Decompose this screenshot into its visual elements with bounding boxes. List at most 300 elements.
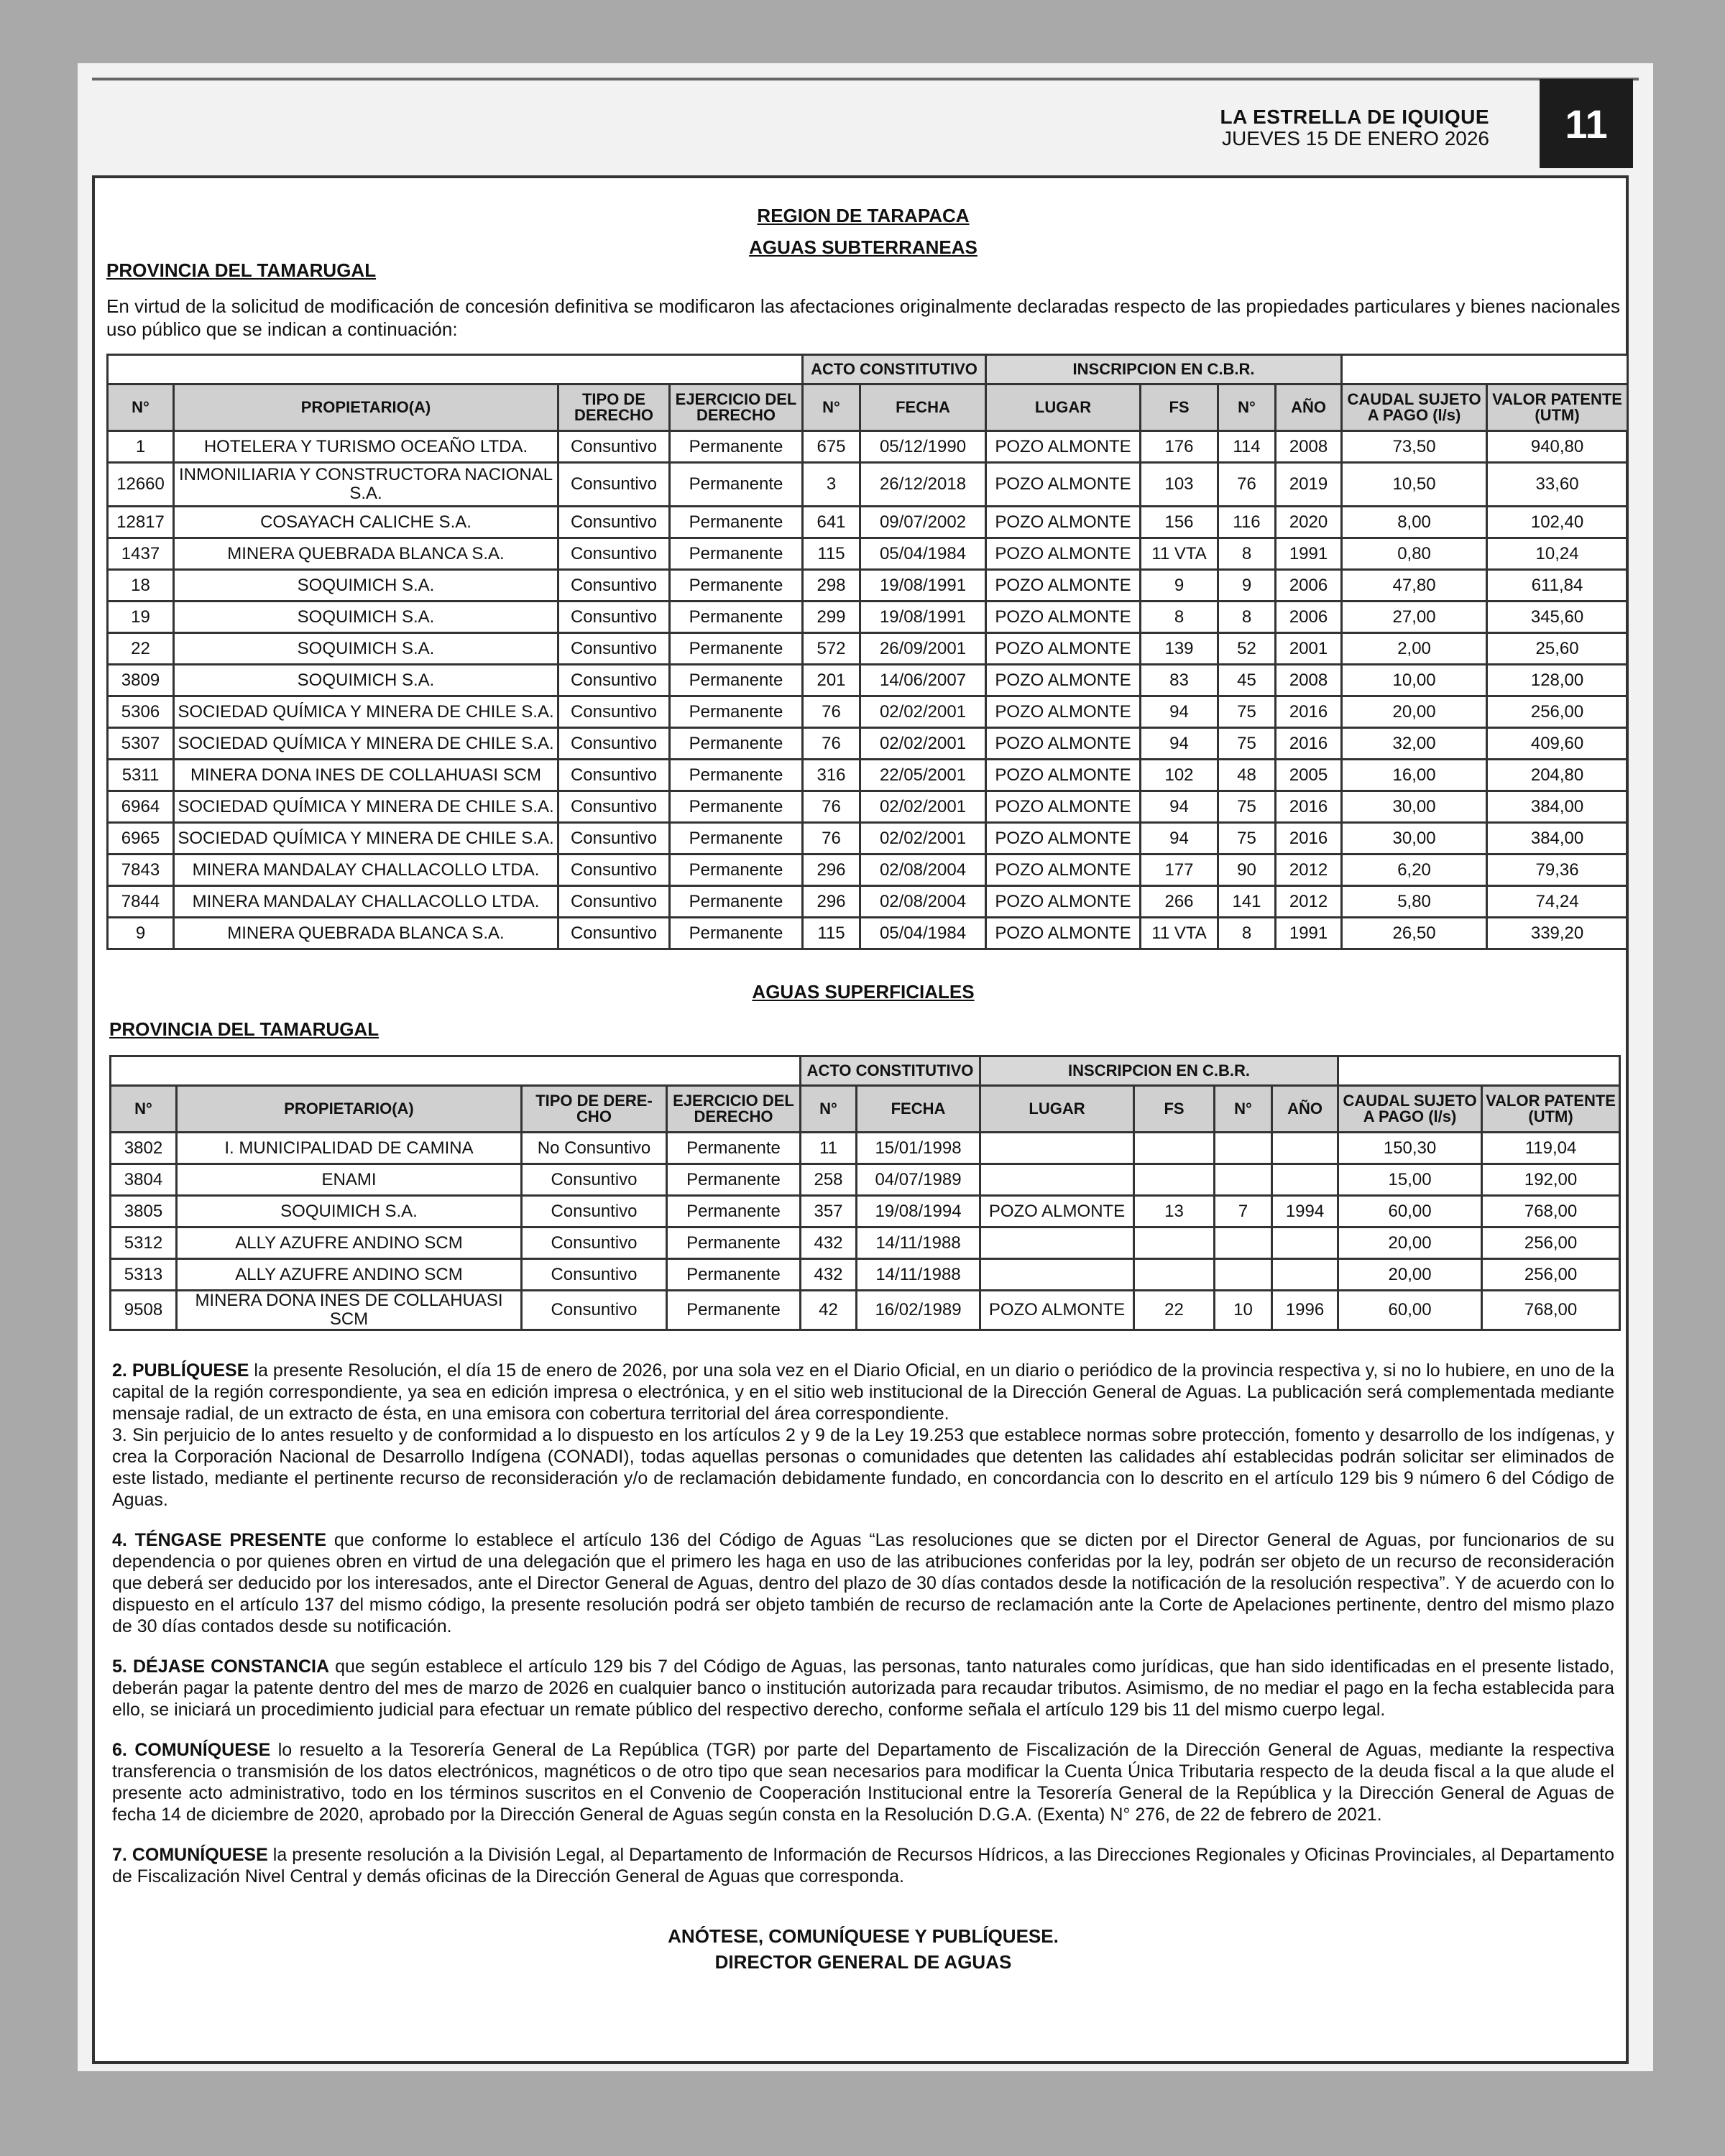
paragraph-6	[112, 1739, 1614, 1825]
table-row	[108, 633, 1628, 665]
table-cell: 94	[1141, 791, 1218, 823]
table-cell: Consuntivo	[558, 507, 670, 538]
table-cell: 2016	[1276, 728, 1342, 760]
table-cell: HOTELERA Y TURISMO OCEAÑO LTDA.	[174, 431, 558, 463]
col-n: N°	[108, 384, 174, 431]
table-cell: 102	[1141, 760, 1218, 791]
table-cell: 1	[108, 431, 174, 463]
table-cell: Consuntivo	[558, 463, 670, 507]
header-blank	[111, 1056, 801, 1086]
table-cell: 204,80	[1487, 760, 1628, 791]
table-cell: 296	[803, 886, 860, 918]
table-row	[111, 1227, 1620, 1259]
table-cell	[1215, 1259, 1272, 1291]
table-cell: Permanente	[670, 507, 803, 538]
table-row	[108, 463, 1628, 507]
table-cell: 9508	[111, 1291, 177, 1330]
table-row	[111, 1259, 1620, 1291]
page-header	[1220, 106, 1490, 149]
table-cell: 8	[1218, 602, 1276, 633]
table-cell: POZO ALMONTE	[986, 728, 1141, 760]
paragraph-7-lead: 7. COMUNÍQUESE	[112, 1845, 268, 1865]
table-cell: 30,00	[1342, 823, 1487, 854]
header-inscripcion: INSCRIPCION EN C.B.R.	[986, 355, 1342, 384]
table-cell: 19/08/1991	[860, 602, 986, 633]
table-cell: 5313	[111, 1259, 177, 1291]
table-cell: Consuntivo	[558, 538, 670, 570]
table-cell: Consuntivo	[522, 1227, 667, 1259]
table-cell: POZO ALMONTE	[986, 823, 1141, 854]
table-cell: 1991	[1276, 918, 1342, 949]
table-cell: Permanente	[670, 602, 803, 633]
table-cell: Permanente	[670, 431, 803, 463]
table-cell: Permanente	[670, 854, 803, 886]
paragraph-7-body: la presente resolución a la División Legal, al Departamento de Información de Recursos Hídricos, a las Direcciones Regionales y Oficinas Provinciales, al Departamento de Fiscalización Nivel Central y demás oficinas de la Dirección General de Aguas que corresponda.	[112, 1845, 1614, 1886]
paragraph-5-lead: 5. DÉJASE CONSTANCIA	[112, 1657, 329, 1677]
table-cell: 2,00	[1342, 633, 1487, 665]
table-cell: INMONILIARIA Y CONSTRUCTORA NACIONAL S.A.	[174, 463, 558, 507]
table-cell: 2006	[1276, 602, 1342, 633]
table-cell: 10,00	[1342, 665, 1487, 696]
table-cell: 42	[801, 1291, 857, 1330]
table-cell: 75	[1218, 696, 1276, 728]
table-cell: Permanente	[667, 1133, 801, 1164]
table-cell: 3805	[111, 1196, 177, 1227]
table-cell: Permanente	[670, 463, 803, 507]
paragraph-5-body: que según establece el artículo 129 bis 7 del Código de Aguas, las personas, tanto naturales como jurídicas, que han sido identificadas en el presente listado, deberán pagar la patente dentro del mes de marzo de 2026 en cualquier banco o institución autorizada para recaudar tributos. Asimismo, de no mediar el pago en la fecha establecida para ello, se iniciará un procedimiento judicial para efectuar un remate público del respectivo derecho, conforme señala el artículo 129 bis 11 del mismo cuerpo legal.	[112, 1657, 1614, 1720]
table-cell: 6964	[108, 791, 174, 823]
table1-body	[108, 431, 1628, 949]
paragraph-2-lead: 2. PUBLÍQUESE	[112, 1360, 249, 1381]
table-row	[108, 728, 1628, 760]
col-cbr-n: N°	[1218, 384, 1276, 431]
table-cell: 345,60	[1487, 602, 1628, 633]
table-cell: POZO ALMONTE	[986, 507, 1141, 538]
table-cell: 2005	[1276, 760, 1342, 791]
table-cell: 611,84	[1487, 570, 1628, 602]
header-blank	[1342, 355, 1628, 384]
table-cell	[1134, 1227, 1215, 1259]
table-cell	[1134, 1164, 1215, 1196]
table-cell: Permanente	[667, 1291, 801, 1330]
table-cell: Permanente	[670, 760, 803, 791]
table-cell: 103	[1141, 463, 1218, 507]
table-cell: Consuntivo	[558, 823, 670, 854]
table-cell: 60,00	[1338, 1196, 1482, 1227]
table-row	[108, 696, 1628, 728]
table-cell: 02/02/2001	[860, 728, 986, 760]
col-anio: AÑO	[1276, 384, 1342, 431]
table-cell: POZO ALMONTE	[986, 886, 1141, 918]
table-cell: 16,00	[1342, 760, 1487, 791]
table-cell: Consuntivo	[558, 886, 670, 918]
table-cell: 296	[803, 854, 860, 886]
table-cell: 60,00	[1338, 1291, 1482, 1330]
table-cell: 177	[1141, 854, 1218, 886]
table-cell: 10	[1215, 1291, 1272, 1330]
table-cell: ALLY AZUFRE ANDINO SCM	[177, 1227, 522, 1259]
table-cell: 256,00	[1487, 696, 1628, 728]
table-cell: 20,00	[1338, 1227, 1482, 1259]
col-caudal: CAUDAL SUJETO A PAGO (l/s)	[1342, 384, 1487, 431]
table-cell	[980, 1164, 1134, 1196]
table-cell: 641	[803, 507, 860, 538]
table-cell: SOCIEDAD QUÍMICA Y MINERA DE CHILE S.A.	[174, 696, 558, 728]
table-cell: 76	[1218, 463, 1276, 507]
table-cell: Consuntivo	[558, 665, 670, 696]
table-cell: Consuntivo	[522, 1196, 667, 1227]
table-cell: 2012	[1276, 854, 1342, 886]
table-cell: 192,00	[1482, 1164, 1620, 1196]
table-cell: 7844	[108, 886, 174, 918]
table-cell: 75	[1218, 823, 1276, 854]
table-cell: 02/02/2001	[860, 791, 986, 823]
table-row	[108, 570, 1628, 602]
table-cell: 74,24	[1487, 886, 1628, 918]
province-heading-2: PROVINCIA DEL TAMARUGAL	[109, 1018, 380, 1040]
table-cell: POZO ALMONTE	[986, 791, 1141, 823]
table-cell: 75	[1218, 728, 1276, 760]
col-acto-n: N°	[803, 384, 860, 431]
col-valor: VALOR PATENTE (UTM)	[1482, 1086, 1620, 1133]
signature-block	[106, 1923, 1620, 1975]
table-cell: 1994	[1272, 1196, 1338, 1227]
table-cell: 13	[1134, 1196, 1215, 1227]
table-cell: 116	[1218, 507, 1276, 538]
table-cell: SOCIEDAD QUÍMICA Y MINERA DE CHILE S.A.	[174, 791, 558, 823]
table-cell: SOCIEDAD QUÍMICA Y MINERA DE CHILE S.A.	[174, 728, 558, 760]
table-cell: 0,80	[1342, 538, 1487, 570]
table-cell: 19/08/1991	[860, 570, 986, 602]
table-cell: 258	[801, 1164, 857, 1196]
table-cell: SOQUIMICH S.A.	[174, 633, 558, 665]
header-acto-constitutivo: ACTO CONSTITUTIVO	[801, 1056, 980, 1086]
paragraph-4-body: que conforme lo establece el artículo 136 del Código de Aguas “Las resoluciones que se dicten por el Director General de Aguas, por funcionarios de su dependencia o por quienes obren en virtud de una delegación que el primero les haga en uso de las atribuciones conferidas por la ley, podrán ser objeto de un recurso de reconsideración que deberá ser deducido por los interesados, ante el Director General de Aguas, dentro del plazo de 30 días contados desde la notificación de la resolución respectiva”. Y de acuerdo con lo dispuesto en el artículo 137 del mismo código, la presente resolución podrá ser objeto también de recurso de reclamación ante la Corte de Apelaciones pertinente, dentro del mismo plazo de 30 días contados desde su notificación.	[112, 1530, 1614, 1636]
header-blank	[1338, 1056, 1620, 1086]
table-cell: 115	[803, 918, 860, 949]
table-cell: 141	[1218, 886, 1276, 918]
table-cell: 114	[1218, 431, 1276, 463]
table-cell: POZO ALMONTE	[980, 1291, 1134, 1330]
resolution-text	[106, 1360, 1620, 1887]
table-cell: 16/02/1989	[857, 1291, 980, 1330]
table-cell: I. MUNICIPALIDAD DE CAMINA	[177, 1133, 522, 1164]
table-cell: MINERA QUEBRADA BLANCA S.A.	[174, 538, 558, 570]
table-cell: 26,50	[1342, 918, 1487, 949]
table-cell: 7	[1215, 1196, 1272, 1227]
table-cell: 2012	[1276, 886, 1342, 918]
table-cell: 409,60	[1487, 728, 1628, 760]
table-cell: 02/02/2001	[860, 823, 986, 854]
table-cell: 32,00	[1342, 728, 1487, 760]
table-row	[111, 1164, 1620, 1196]
table-cell: 768,00	[1482, 1196, 1620, 1227]
table-cell: 3	[803, 463, 860, 507]
publication-date: JUEVES 15 DE ENERO 2026	[1222, 127, 1489, 149]
table-cell: 19	[108, 602, 174, 633]
table-cell	[1272, 1164, 1338, 1196]
table-cell: 115	[803, 538, 860, 570]
table-cell: 9	[1218, 570, 1276, 602]
table-cell: Consuntivo	[558, 918, 670, 949]
table-cell: 90	[1218, 854, 1276, 886]
table-cell: 5307	[108, 728, 174, 760]
table-cell: 8,00	[1342, 507, 1487, 538]
table-cell: 2006	[1276, 570, 1342, 602]
table-cell: Permanente	[670, 791, 803, 823]
table-cell: 102,40	[1487, 507, 1628, 538]
table-cell: Consuntivo	[558, 633, 670, 665]
table-cell: ALLY AZUFRE ANDINO SCM	[177, 1259, 522, 1291]
table-cell: POZO ALMONTE	[986, 918, 1141, 949]
table-row	[108, 665, 1628, 696]
table-cell: POZO ALMONTE	[986, 431, 1141, 463]
table-cell: 14/11/1988	[857, 1259, 980, 1291]
table-cell	[1134, 1133, 1215, 1164]
table-cell: 3809	[108, 665, 174, 696]
top-rule	[92, 78, 1639, 80]
table-cell: Consuntivo	[558, 728, 670, 760]
table-cell: Permanente	[667, 1227, 801, 1259]
table-cell: 2019	[1276, 463, 1342, 507]
col-caudal: CAUDAL SUJETO A PAGO (l/s)	[1338, 1086, 1482, 1133]
table-cell: 25,60	[1487, 633, 1628, 665]
table-cell: Permanente	[670, 728, 803, 760]
table-cell: POZO ALMONTE	[986, 463, 1141, 507]
col-lugar: LUGAR	[980, 1086, 1134, 1133]
table-cell	[980, 1133, 1134, 1164]
table-cell: 384,00	[1487, 791, 1628, 823]
paragraph-5	[112, 1656, 1614, 1720]
table-cell: POZO ALMONTE	[986, 570, 1141, 602]
table-row	[108, 791, 1628, 823]
table-cell: 2016	[1276, 791, 1342, 823]
table-cell: SOQUIMICH S.A.	[174, 570, 558, 602]
col-lugar: LUGAR	[986, 384, 1141, 431]
table-cell: 316	[803, 760, 860, 791]
table-cell: 128,00	[1487, 665, 1628, 696]
table-cell: 9	[108, 918, 174, 949]
table-cell: 5,80	[1342, 886, 1487, 918]
table-cell: Consuntivo	[558, 431, 670, 463]
table-cell: 2001	[1276, 633, 1342, 665]
table-cell: 45	[1218, 665, 1276, 696]
paragraph-6-body: lo resuelto a la Tesorería General de La República (TGR) por parte del Departamento de Fiscalización de la Dirección General de Aguas, mediante la respectiva transferencia o transmisión de los datos electrónicos, magnéticos o de otro tipo que sean necesarios para modificar la Cuenta Única Tributaria respecto de la deuda fiscal a la que alude el presente acto administrativo, todo en los términos suscritos en el Convenio de Cooperación Institucional entre la Tesorería General de la República y la Dirección General de Aguas de fecha 14 de diciembre de 2020, aprobado por la Dirección General de Aguas según consta en la Resolución D.G.A. (Exenta) N° 276, de 22 de febrero de 2021.	[112, 1740, 1614, 1825]
table-cell: 5312	[111, 1227, 177, 1259]
paragraph-3: 3. Sin perjuicio de lo antes resuelto y de conformidad a lo dispuesto en los artículos 2 y 9 de la Ley 19.253 que establece normas sobre protección, fomento y desarrollo de los indígenas, y crea la Corporación Nacional de Desarrollo Indígena (CONADI), todas aquellas personas o comunidades que detenten las calidades ahí establecidas podrán solicitar ser eliminados de este listado, mediante el pertinente recurso de reconsideración y/o de reclamación debidamente fundado, en concordancia con lo descrito en el artículo 129 bis 9 número 6 del Código de Aguas.	[112, 1425, 1614, 1510]
table-cell: 675	[803, 431, 860, 463]
table-cell: 22	[1134, 1291, 1215, 1330]
table-cell: 05/12/1990	[860, 431, 986, 463]
table-cell: POZO ALMONTE	[986, 696, 1141, 728]
table-cell: 20,00	[1342, 696, 1487, 728]
paragraph-6-lead: 6. COMUNÍQUESE	[112, 1740, 271, 1760]
table-cell: POZO ALMONTE	[986, 602, 1141, 633]
table-cell: 14/11/1988	[857, 1227, 980, 1259]
table-cell: 3804	[111, 1164, 177, 1196]
table-cell: 432	[801, 1259, 857, 1291]
table-cell: 22/05/2001	[860, 760, 986, 791]
table-cell: POZO ALMONTE	[980, 1196, 1134, 1227]
table-cell: SOCIEDAD QUÍMICA Y MINERA DE CHILE S.A.	[174, 823, 558, 854]
table-cell: 1991	[1276, 538, 1342, 570]
paragraph-4	[112, 1529, 1614, 1637]
table2-body	[111, 1133, 1620, 1330]
section-heading-superficiales: AGUAS SUPERFICIALES	[752, 981, 975, 1003]
table-cell: Consuntivo	[558, 602, 670, 633]
col-valor: VALOR PATENTE (UTM)	[1487, 384, 1628, 431]
table-cell: 357	[801, 1196, 857, 1227]
table-row	[108, 538, 1628, 570]
table-cell: 940,80	[1487, 431, 1628, 463]
table-cell: 256,00	[1482, 1259, 1620, 1291]
paragraph-2	[112, 1360, 1614, 1424]
table-cell: 26/12/2018	[860, 463, 986, 507]
table-cell: 05/04/1984	[860, 538, 986, 570]
table-row	[111, 1291, 1620, 1330]
table-cell: Consuntivo	[558, 570, 670, 602]
table-cell: Permanente	[670, 696, 803, 728]
table-cell: 75	[1218, 791, 1276, 823]
table-cell	[1215, 1164, 1272, 1196]
table-cell: Consuntivo	[558, 854, 670, 886]
table-row	[111, 1196, 1620, 1227]
table-cell: COSAYACH CALICHE S.A.	[174, 507, 558, 538]
table-cell: 83	[1141, 665, 1218, 696]
table-cell: Permanente	[667, 1164, 801, 1196]
table-cell: 176	[1141, 431, 1218, 463]
table-cell: POZO ALMONTE	[986, 633, 1141, 665]
table-cell: Consuntivo	[558, 696, 670, 728]
table-cell: 09/07/2002	[860, 507, 986, 538]
table-cell: Permanente	[670, 918, 803, 949]
table-cell: SOQUIMICH S.A.	[174, 602, 558, 633]
table-cell: 79,36	[1487, 854, 1628, 886]
table-cell: 15/01/1998	[857, 1133, 980, 1164]
header-acto-constitutivo: ACTO CONSTITUTIVO	[803, 355, 986, 384]
table-cell: Consuntivo	[558, 760, 670, 791]
table-cell: Consuntivo	[522, 1259, 667, 1291]
table-cell: 6965	[108, 823, 174, 854]
table-cell: 52	[1218, 633, 1276, 665]
table-cell: SOQUIMICH S.A.	[174, 665, 558, 696]
table-cell: Permanente	[667, 1196, 801, 1227]
table-cell: ENAMI	[177, 1164, 522, 1196]
table-cell: 12817	[108, 507, 174, 538]
table-cell: 139	[1141, 633, 1218, 665]
table-cell: POZO ALMONTE	[986, 538, 1141, 570]
table-cell: 22	[108, 633, 174, 665]
col-fecha: FECHA	[860, 384, 986, 431]
table-cell: 201	[803, 665, 860, 696]
table-cell: 20,00	[1338, 1259, 1482, 1291]
table-cell	[980, 1259, 1134, 1291]
newspaper-page	[78, 63, 1653, 2071]
table-cell	[1272, 1227, 1338, 1259]
table-cell: 73,50	[1342, 431, 1487, 463]
col-fecha: FECHA	[857, 1086, 980, 1133]
table-cell: 298	[803, 570, 860, 602]
table-cell: 11 VTA	[1141, 538, 1218, 570]
table-cell: 8	[1218, 538, 1276, 570]
table-cell: Permanente	[667, 1259, 801, 1291]
col-propietario: PROPIETARIO(A)	[177, 1086, 522, 1133]
table-cell: 27,00	[1342, 602, 1487, 633]
section-heading-subterraneas: AGUAS SUBTERRANEAS	[749, 236, 978, 258]
col-tipo: TIPO DE DERECHO	[558, 384, 670, 431]
table-cell: 432	[801, 1227, 857, 1259]
table-cell: 76	[803, 696, 860, 728]
table-cell: 572	[803, 633, 860, 665]
region-heading: REGION DE TARAPACA	[757, 205, 970, 226]
table-cell: SOQUIMICH S.A.	[177, 1196, 522, 1227]
table-cell: 384,00	[1487, 823, 1628, 854]
page-number: 11	[1540, 79, 1633, 168]
paragraph-7	[112, 1844, 1614, 1887]
col-ejercicio: EJERCICIO DEL DERECHO	[667, 1086, 801, 1133]
table-cell: 12660	[108, 463, 174, 507]
table-cell	[1134, 1259, 1215, 1291]
table-cell: 47,80	[1342, 570, 1487, 602]
table-row	[108, 760, 1628, 791]
table-cell: 9	[1141, 570, 1218, 602]
signature-line-2: DIRECTOR GENERAL DE AGUAS	[714, 1951, 1012, 1973]
table-cell: Consuntivo	[558, 791, 670, 823]
table-cell: 76	[803, 823, 860, 854]
table-cell	[1215, 1133, 1272, 1164]
table-cell: 768,00	[1482, 1291, 1620, 1330]
table-cell: 30,00	[1342, 791, 1487, 823]
table-cell: 02/02/2001	[860, 696, 986, 728]
table-row	[108, 602, 1628, 633]
table-cell: 02/08/2004	[860, 854, 986, 886]
notice-content	[106, 178, 1620, 1975]
notice-frame	[92, 175, 1629, 2064]
table-cell: 94	[1141, 823, 1218, 854]
table-cell: 299	[803, 602, 860, 633]
table-cell: 18	[108, 570, 174, 602]
table-cell: Permanente	[670, 823, 803, 854]
table-cell: 6,20	[1342, 854, 1487, 886]
table-cell: 76	[803, 728, 860, 760]
table-row	[108, 886, 1628, 918]
table-cell: MINERA MANDALAY CHALLACOLLO LTDA.	[174, 854, 558, 886]
col-fs: FS	[1141, 384, 1218, 431]
table-row	[108, 507, 1628, 538]
table-cell: MINERA DONA INES DE COLLAHUASI SCM	[177, 1291, 522, 1330]
table-cell: 1437	[108, 538, 174, 570]
table-cell: 7843	[108, 854, 174, 886]
col-ejercicio: EJERCICIO DEL DERECHO	[670, 384, 803, 431]
paragraph-2-body: la presente Resolución, el día 15 de enero de 2026, por una sola vez en el Diario Oficial, en un diario o periódico de la provincia respectiva y, si no lo hubiere, en uno de la capital de la región correspondiente, ya sea en edición impresa o electrónica, y en el sitio web institucional de la Dirección General de Aguas. La publicación será complementada mediante mensaje radial, de un extracto de ésta, en una emisora con cobertura territorial del área correspondiente.	[112, 1360, 1614, 1424]
table-cell: 2008	[1276, 431, 1342, 463]
table-aguas-superficiales	[109, 1055, 1621, 1331]
table-cell: 26/09/2001	[860, 633, 986, 665]
table-cell	[1215, 1227, 1272, 1259]
table-cell	[980, 1227, 1134, 1259]
table-cell: 1996	[1272, 1291, 1338, 1330]
table-cell: 02/08/2004	[860, 886, 986, 918]
header-inscripcion: INSCRIPCION EN C.B.R.	[980, 1056, 1338, 1086]
table-cell: POZO ALMONTE	[986, 665, 1141, 696]
table-row	[108, 918, 1628, 949]
table-cell: Permanente	[670, 886, 803, 918]
header-blank	[108, 355, 803, 384]
table-cell: MINERA QUEBRADA BLANCA S.A.	[174, 918, 558, 949]
table-cell: 10,50	[1342, 463, 1487, 507]
col-fs: FS	[1134, 1086, 1215, 1133]
table-row	[111, 1133, 1620, 1164]
